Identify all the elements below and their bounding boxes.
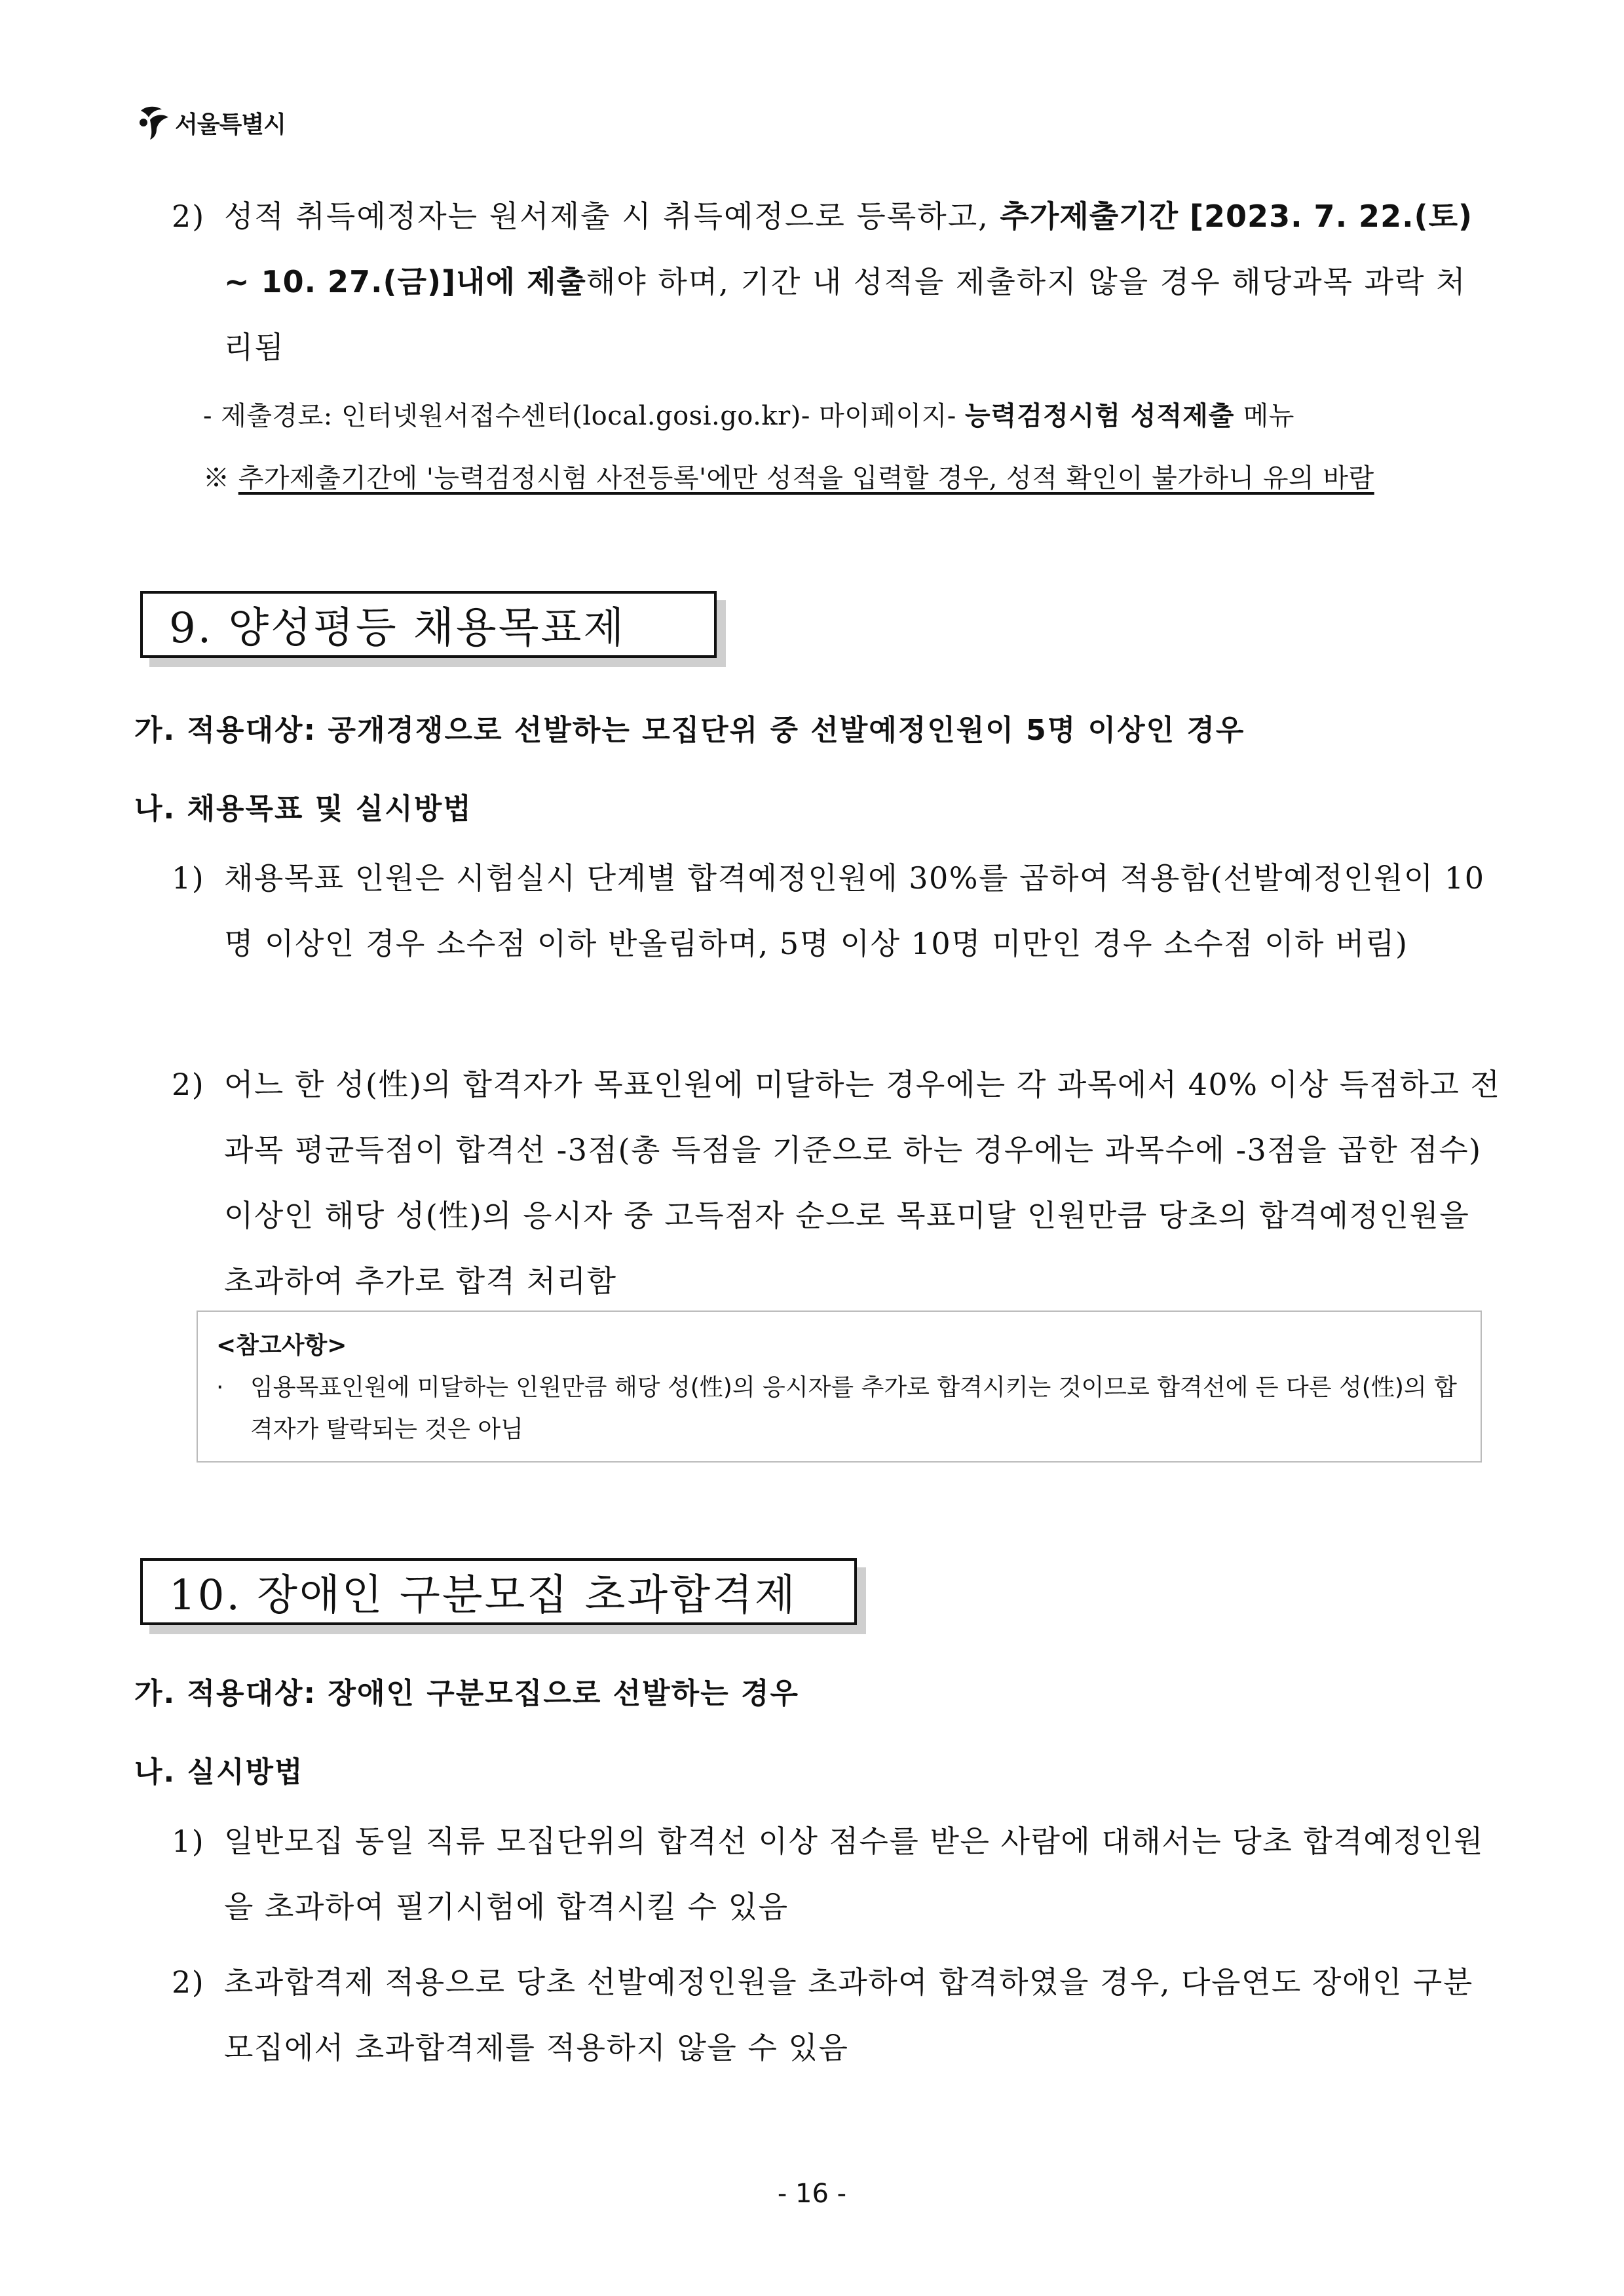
notice-text: 추가제출기간에 '능력검정시험 사전등록'에만 성적을 입력할 경우, 성적 확인이 불가하니 유의 바람	[238, 463, 1374, 493]
item-text-c: 해야 하며, 기간 내 성적을 제출하지 않을 경우 해당과목 과락 처리됨	[224, 264, 1467, 365]
notice-mark: ※	[203, 463, 238, 493]
seoul-logo	[134, 100, 286, 145]
item-number: 1)	[172, 860, 205, 896]
item-text: 어느 한 성(性)의 합격자가 목표인원에 미달하는 경우에는 각 과목에서 40% 이상 득점하고 전 과목 평균득점이 합격선 -3점(총 득점을 기준으로 하는 경우에는 과목수에 -3점을 곱한 점수) 이상인 해당 성(性)의 응시자 중 고득점자 순으로 목표미달 인원만큼 당초의 합격예정인원을 초과하여 추가로 합격 처리함	[224, 1067, 1501, 1299]
submit-path-menu: 능력검정시험 성적제출	[965, 401, 1235, 431]
section-10-item-2	[172, 1949, 1501, 2080]
section-10-item-1	[172, 1808, 1501, 1940]
item-2-score-submission	[172, 183, 1495, 380]
item-text-bold: 추가제출기간 [2023. 7. 22.(토) ~ 10. 27.(금)]내에 제출	[224, 199, 1473, 299]
section-9-title-box	[140, 591, 717, 658]
reference-note-text: 임용목표인원에 미달하는 인원만큼 해당 성(性)의 응시자를 추가로 합격시키는 것이므로 합격선에 든 다른 성(性)의 합격자가 탈락되는 것은 아님	[250, 1374, 1457, 1443]
item-text-a: 성적 취득예정자는 원서제출 시 취득예정으로 등록하고,	[224, 199, 1000, 234]
item-number: 2)	[172, 199, 206, 234]
bullet-icon: ·	[216, 1374, 224, 1401]
section-9-item-2	[172, 1052, 1501, 1314]
seoul-logo-icon	[134, 103, 171, 142]
notice	[203, 459, 1374, 498]
reference-note-title: <참고사항>	[216, 1332, 347, 1359]
item-number: 2)	[172, 1067, 205, 1102]
page-number: - 16 -	[777, 2179, 847, 2209]
section-9-ga: 가. 적용대상: 공개경쟁으로 선발하는 모집단위 중 선발예정인원이 5명 이상인 경우	[134, 714, 1245, 747]
reference-note-box	[197, 1311, 1482, 1463]
section-10-na: 나. 실시방법	[134, 1755, 304, 1789]
section-10-title-box	[140, 1558, 857, 1625]
item-text: 채용목표 인원은 시험실시 단계별 합격예정인원에 30%를 곱하여 적용함(선발예정인원이 10명 이상인 경우 소수점 이하 반올림하며, 5명 이상 10명 미만인 경우 소수점 이하 버림)	[224, 860, 1485, 961]
org-name: 서울특별시	[175, 111, 286, 138]
item-text: 일반모집 동일 직류 모집단위의 합격선 이상 점수를 받은 사람에 대해서는 당초 합격예정인원을 초과하여 필기시험에 합격시킬 수 있음	[224, 1824, 1484, 1924]
section-10-title: 10. 장애인 구분모집 초과합격제	[169, 1571, 797, 1620]
submit-path-suffix: 메뉴	[1234, 401, 1294, 431]
section-9-item-1	[172, 845, 1501, 976]
section-10-ga: 가. 적용대상: 장애인 구분모집으로 선발하는 경우	[134, 1677, 799, 1710]
submit-path	[203, 396, 1294, 436]
section-9-na: 나. 채용목표 및 실시방법	[134, 792, 472, 826]
item-number: 1)	[172, 1824, 205, 1859]
submit-path-prefix: - 제출경로: 인터넷원서접수센터(local.gosi.go.kr)- 마이페이지-	[203, 401, 966, 431]
section-9-title: 9. 양성평등 채용목표제	[169, 604, 626, 653]
item-text: 초과합격제 적용으로 당초 선발예정인원을 초과하여 합격하였을 경우, 다음연도 장애인 구분모집에서 초과합격제를 적용하지 않을 수 있음	[224, 1964, 1473, 2065]
item-number: 2)	[172, 1964, 205, 2000]
